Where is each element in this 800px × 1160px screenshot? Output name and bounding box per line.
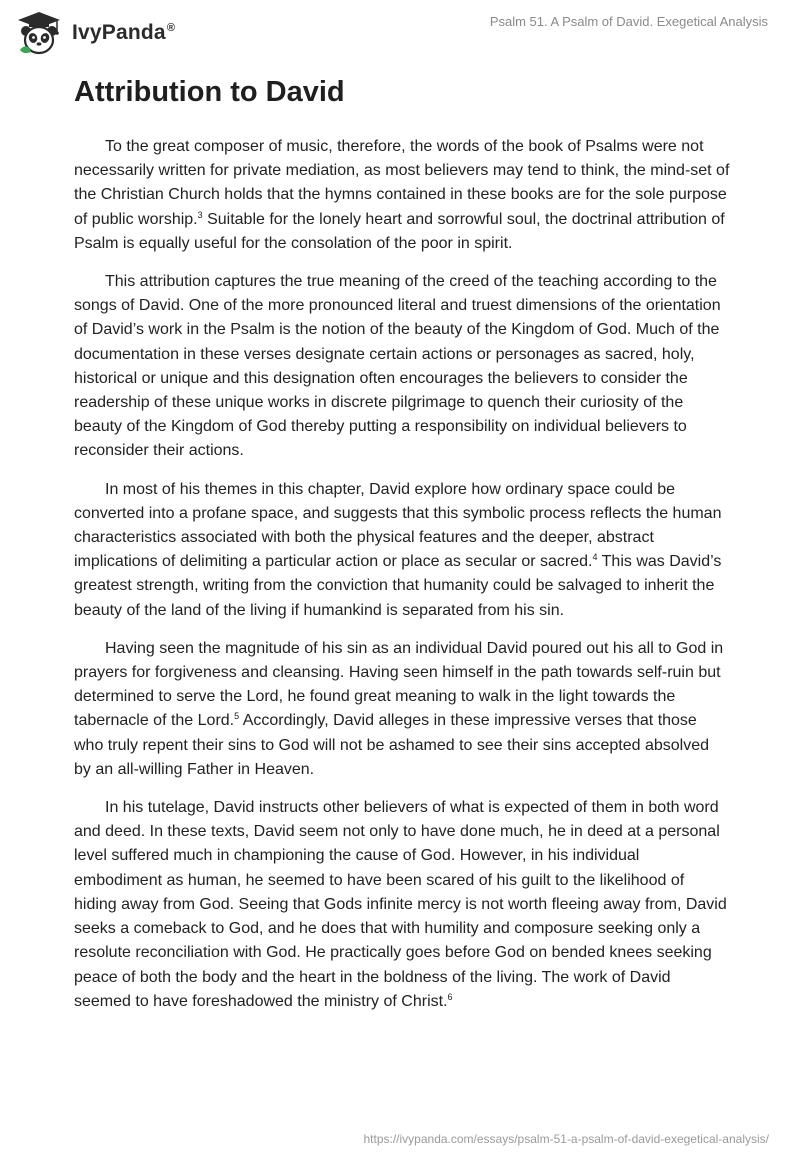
panda-graduate-logo-icon [14, 10, 64, 56]
paragraph-5: In his tutelage, David instructs other believers of what is expected of them in both word and deed. In these texts, David seem not only to have done much, he in deed at a personal level suffered much in championing the cause of God. However, in his individual embodiment as human, he seemed to have been scared of his guilt to the likelihood of hiding away from God. Seeing that Gods infinite mercy is not worth fleeing away from, David seeks a comeback to God, and he does that with humility and composure seeking only a resolute reconciliation with God. He practically goes before God on bended knees seeking peace of both the body and the heart in the boldness of the living. The work of David seemed to have foreshadowed the ministry of Christ.$^6$ [74, 799, 727, 1010]
paragraph-4: Having seen the magnitude of his sin as an individual David poured out his all to God in prayers for forgiveness and cleansing. Having seen himself in the path towards self-ruin but determined to serve the Lord, he found great meaning to walk in the light towards the tabernacle of the Lord.$^5$ Accordingly, David alleges in these impressive verses that those who truly repent their sins to God will not be ashamed to see their sins accepted absolved by an all-willing Father in Heaven. [74, 639, 724, 778]
brand-name: IvyPanda® [72, 21, 176, 44]
brand-logo[interactable] [14, 10, 175, 56]
article-content [74, 74, 730, 1028]
footnote-ref-6[interactable]: 6 [447, 991, 453, 1002]
document-title: Psalm 51. A Psalm of David. Exegetical Analysis [489, 14, 768, 29]
paragraph-2: This attribution captures the true meaning of the creed of the teaching according to the songs of David. One of the more pronounced literal and truest dimensions of the orientation of David’s work in the Psalm is the notion of the beauty of the Kingdom of God. Much of the documentation in these verses designate certain actions or personages as sacred, holy, historical or unique and this designation often encourages the believers to consider the readership of these unique works in discrete pilgrimage to quench their curiosity of the beauty of the Kingdom of God thereby putting a responsibility on individual believers to reconsider their actions. [74, 273, 721, 460]
footnote-ref-4[interactable]: 4 [592, 552, 598, 563]
paragraph-1: To the great composer of music, therefore, the words of the book of Psalms were not necessarily written for private mediation, as most believers may tend to think, the mind-set of the Christian Church holds that the hymns contained in these books are for the sole purpose of public worship.$^3$ Suitable for the lonely heart and sorrowful soul, the doctrinal attribution of Psalm is equally useful for the consolation of the poor in spirit. [74, 138, 730, 252]
page-header [0, 0, 800, 60]
source-url[interactable]: https://ivypanda.com/essays/psalm-51-a-psalm-of-david-exegetical-analysis/ [363, 1132, 769, 1146]
registered-mark: ® [166, 22, 176, 34]
paragraph-3: In most of his themes in this chapter, David explore how ordinary space could be converted into a profane space, and suggests that this symbolic process reflects the human characteristics associated with both the physical features and the deeper, abstract implications of delimiting a particular action or place as secular or sacred.$^4$ This was David’s greatest strength, writing from the conviction that humanity could be salvaged to inherit the beauty of the land of the living if humankind is separated from his sin. [74, 480, 722, 619]
section-heading: Attribution to David [74, 76, 345, 108]
footnote-ref-5[interactable]: 5 [234, 711, 240, 722]
footnote-ref-3[interactable]: 3 [197, 209, 203, 220]
